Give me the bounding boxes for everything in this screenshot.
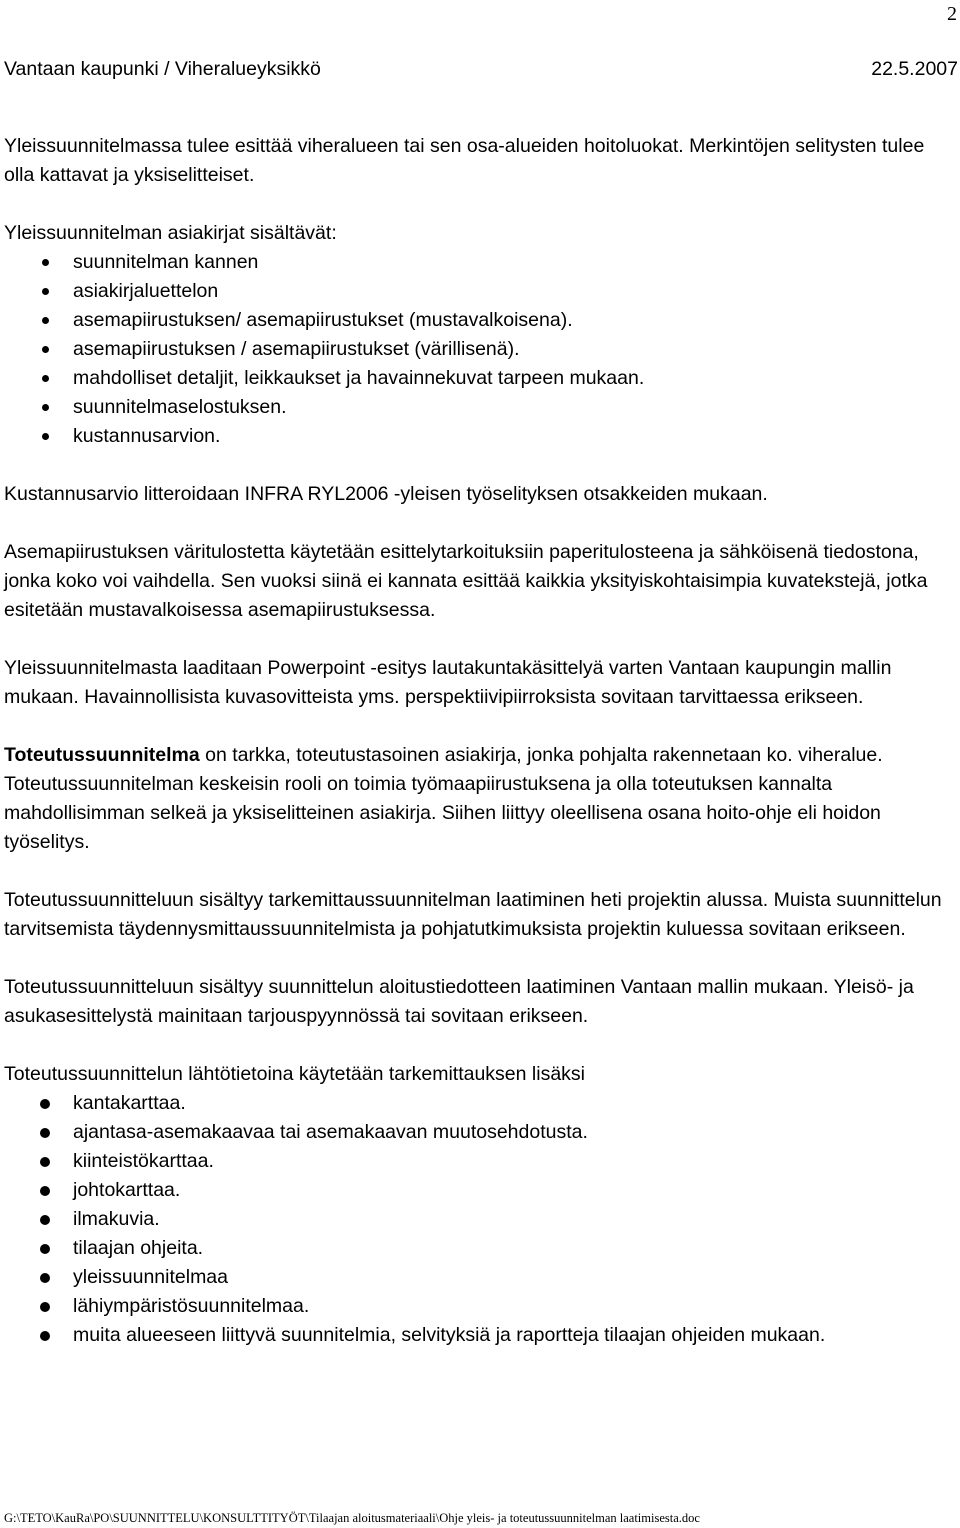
list-item: kustannusarvion. <box>4 422 948 451</box>
page-number: 2 <box>947 3 957 25</box>
list-item: asiakirjaluettelon <box>4 277 948 306</box>
list-item: asemapiirustuksen/ asemapiirustukset (mustavalkoisena). <box>4 306 948 335</box>
documents-intro: Yleissuunnitelman asiakirjat sisältävät: <box>4 222 337 244</box>
document-body <box>4 132 948 1379</box>
list-item: kantakarttaa. <box>4 1089 948 1118</box>
powerpoint-paragraph: Yleissuunnitelmasta laaditaan Powerpoint -esitys lautakuntakäsittelyä varten Vantaan kaupungin mallin mukaan. Havainnollisista kuvasovitteista yms. perspektiivipiirroksista sovitaan tarvittaessa erikseen. <box>4 657 892 708</box>
implementation-term: Toteutussuunnitelma <box>4 744 200 766</box>
list-item: suunnitelman kannen <box>4 248 948 277</box>
color-print-paragraph: Asemapiirustuksen väritulostetta käytetään esittelytarkoituksiin paperitulosteena ja sähköisenä tiedostona, jonka koko voi vaihdella. Sen vuoksi siinä ei kannata esittää kaikkia yksityiskohtaisimpia kuvatekstejä, jotka esitetään mustavalkoisessa asemapiirustuksessa. <box>4 541 928 621</box>
list-item: suunnitelmaselostuksen. <box>4 393 948 422</box>
footer-file-path: G:\TETO\KauRa\PO\SUUNNITTELU\KONSULTTITYÖT\Tilaajan aloitusmateriaali\Ohje yleis- ja toteutussuunnitelman laatimisesta.doc <box>4 1511 700 1525</box>
list-item: kiinteistökarttaa. <box>4 1147 948 1176</box>
implementation-paragraph <box>4 741 948 857</box>
list-item: ilmakuvia. <box>4 1205 948 1234</box>
cost-paragraph: Kustannusarvio litteroidaan INFRA RYL2006 -yleisen työselityksen otsakkeiden mukaan. <box>4 483 768 505</box>
detail-planning-paragraph: Toteutussuunnitteluun sisältyy tarkemittaussuunnitelman laatiminen heti projektin alussa. Muista suunnittelun tarvitsemista täydennysmittaussuunnitelmista ja pohjatutkimuksista projektin kuluessa sovitaan erikseen. <box>4 889 942 940</box>
implementation-text: on tarkka, toteutustasoinen asiakirja, jonka pohjalta rakennetaan ko. viheralue. Toteutussuunnitelman keskeisin rooli on toimia työmaapiirustuksena ja olla toteutuksen kannalta mahdollisimman selkeä ja yksiselitteinen asiakirja. Siihen liittyy oleellisena osana hoito-ohje eli hoidon työselitys. <box>4 744 883 853</box>
list-item: lähiympäristösuunnitelmaa. <box>4 1292 948 1321</box>
list-item: yleissuunnitelmaa <box>4 1263 948 1292</box>
list-item: johtokarttaa. <box>4 1176 948 1205</box>
header-organization: Vantaan kaupunki / Viheralueyksikkö <box>4 58 321 80</box>
list-item: tilaajan ohjeita. <box>4 1234 948 1263</box>
intro-paragraph: Yleissuunnitelmassa tulee esittää viheralueen tai sen osa-alueiden hoitoluokat. Merkintöjen selitysten tulee olla kattavat ja yksiselitteiset. <box>4 135 925 186</box>
source-data-list <box>4 1089 948 1350</box>
list-item: ajantasa-asemakaavaa tai asemakaavan muutosehdotusta. <box>4 1118 948 1147</box>
kickoff-paragraph: Toteutussuunnitteluun sisältyy suunnittelun aloitustiedotteen laatiminen Vantaan mallin mukaan. Yleisö- ja asukasesittelystä mainitaan tarjouspyynnössä tai sovitaan erikseen. <box>4 976 914 1027</box>
list-item: asemapiirustuksen / asemapiirustukset (värillisenä). <box>4 335 948 364</box>
header-date: 22.5.2007 <box>871 58 958 80</box>
source-data-intro: Toteutussuunnittelun lähtötietoina käytetään tarkemittauksen lisäksi <box>4 1063 586 1085</box>
list-item: muita alueeseen liittyvä suunnitelmia, selvityksiä ja raportteja tilaajan ohjeiden mukaan. <box>4 1321 948 1350</box>
list-item: mahdolliset detaljit, leikkaukset ja havainnekuvat tarpeen mukaan. <box>4 364 948 393</box>
documents-list <box>4 248 948 451</box>
